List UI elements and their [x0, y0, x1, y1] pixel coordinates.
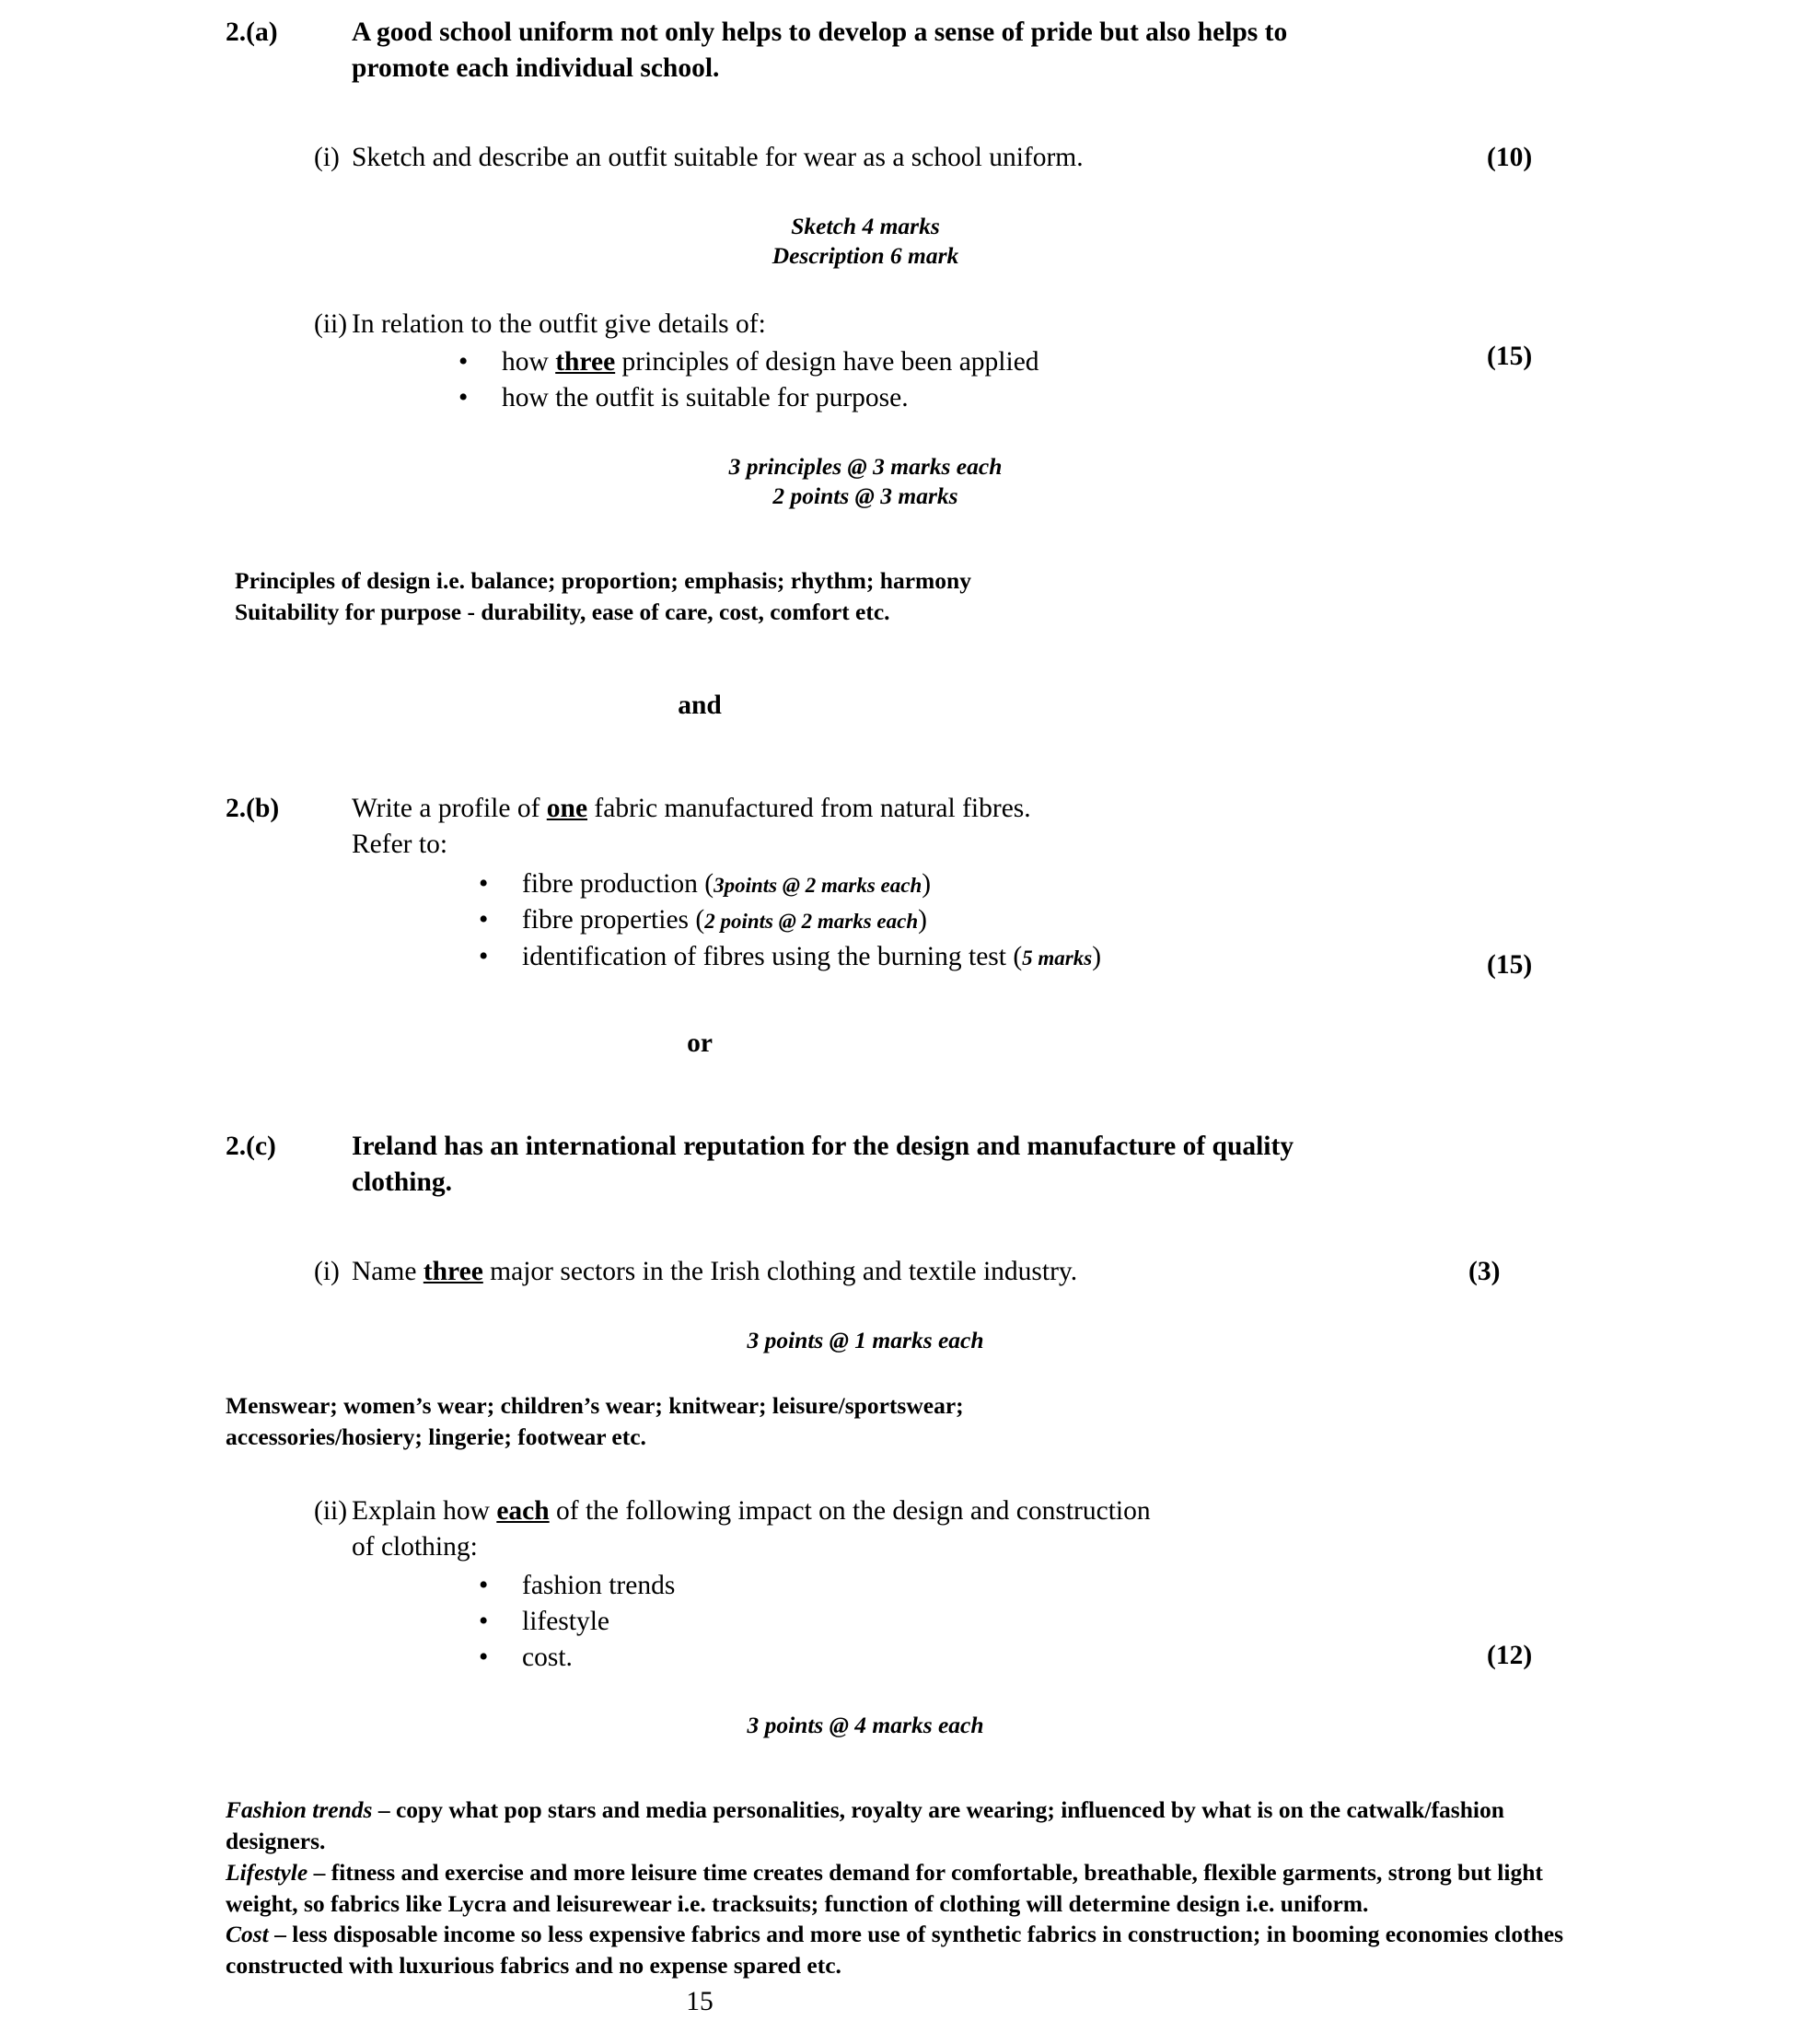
bullet-allocation: 3points @ 2 marks each: [714, 874, 922, 898]
list-item: • cost.: [471, 1640, 1593, 1676]
part-ii-bullet-list: [471, 1568, 1593, 1677]
allocation-line: 2 points @ 3 marks: [772, 482, 958, 510]
question-2a-part-i: [226, 140, 1593, 176]
bullet-text: fibre production (: [522, 869, 714, 900]
stem-post: fabric manufactured from natural fibres.: [587, 793, 1031, 823]
question-2a-label: 2.(a): [226, 17, 278, 47]
note-line: accessories/hosiery; lingerie; footwear etc.: [226, 1423, 646, 1451]
question-2c-part-i: [226, 1254, 1593, 1290]
question-2b-bullet-list: [471, 866, 1593, 975]
part-ii-allocation: [226, 1711, 1505, 1741]
bullet-close: ): [918, 905, 927, 935]
part-i-marker: (i): [314, 143, 340, 173]
stem-emphasis: one: [546, 793, 588, 823]
list-item: [471, 902, 1593, 938]
list-item: • fashion trends: [471, 1568, 1593, 1604]
question-2b-body: [352, 791, 1593, 975]
part-i-marks: (10): [1487, 143, 1533, 173]
bullet-allocation: 2 points @ 2 marks each: [704, 910, 919, 934]
allocation-line: 3 points @ 4 marks each: [747, 1712, 984, 1739]
part-ii-allocation: [226, 452, 1505, 512]
part-ii-bullet-list: [451, 344, 1593, 416]
question-2b-marks: (15): [1487, 949, 1533, 980]
part-i-marks: (3): [1468, 1257, 1501, 1287]
part-i-notes: [226, 1390, 1593, 1453]
part-i-allocation: [226, 212, 1505, 272]
part-i-allocation: [226, 1326, 1505, 1356]
part-ii-text: In relation to the outfit give details of:: [352, 308, 766, 339]
bullet-text: fibre properties (: [522, 905, 705, 935]
allocation-line: Sketch 4 marks: [791, 212, 940, 239]
list-item: [471, 939, 1593, 975]
note-line: Menswear; women’s wear; children’s wear; knitwear; leisure/sportswear;: [226, 1392, 964, 1420]
part-i-text: [352, 1254, 1593, 1290]
note-body: – copy what pop stars and media personalities, royalty are wearing; influenced by what is on the catwalk/fashion designers.: [226, 1795, 1504, 1854]
part-i-text: Sketch and describe an outfit suitable for wear as a school uniform.: [352, 143, 1084, 173]
note-body: – less disposable income so less expensive fabrics and more use of synthetic fabrics in construction; in booming economies clothes constructed with luxurious fabrics and no expense spared etc.: [226, 1921, 1564, 1980]
note-term: Lifestyle: [226, 1858, 308, 1886]
list-item: [451, 380, 1593, 416]
text-post: major sectors in the Irish clothing and textile industry.: [482, 1257, 1078, 1287]
page-number: 15: [686, 1987, 714, 2017]
part-ii-marker: (ii): [314, 1496, 348, 1527]
part-ii-marks: (12): [1487, 1641, 1533, 1671]
connector-or: or: [687, 1028, 713, 1058]
question-2a-part-ii: [226, 307, 1593, 417]
part-ii-body: [352, 307, 1593, 417]
note-body: – fitness and exercise and more leisure time creates demand for comfortable, breathable, flexible garments, strong but light weight, so fabrics like Lycra and leisurewear i.e. tracksuits; function of clothing will determine design i.e. uniform.: [226, 1858, 1543, 1917]
part-i-marker: (i): [314, 1257, 340, 1287]
part-ii-notes: [235, 565, 1593, 628]
text-pre: Name: [352, 1257, 423, 1287]
text-post: of the following impact on the design and construction: [549, 1496, 1151, 1527]
allocation-line: 3 principles @ 3 marks each: [728, 452, 1003, 480]
part-ii-marks: (15): [1487, 341, 1533, 371]
list-item: [471, 866, 1593, 902]
note-term: Cost: [226, 1921, 269, 1948]
bullet-close: ): [1092, 941, 1102, 971]
allocation-line: Description 6 mark: [772, 242, 959, 270]
part-ii-text-line1: [352, 1493, 1593, 1529]
question-2c: [226, 1129, 1593, 1201]
note-entry: [226, 1919, 1593, 1981]
connector-and: and: [678, 690, 722, 720]
bullet-close: ): [922, 869, 932, 900]
stem-pre: Write a profile of: [352, 793, 547, 823]
bullet-allocation: 5 marks: [1022, 946, 1093, 970]
allocation-line: 3 points @ 1 marks each: [747, 1326, 984, 1353]
question-2c-label: 2.(c): [226, 1131, 276, 1161]
question-2b: [226, 791, 1593, 980]
question-2b-refer: Refer to:: [352, 829, 448, 859]
bullet-text-pre: how the outfit is suitable for purpose.: [502, 383, 909, 413]
text-emphasis: three: [423, 1257, 483, 1287]
part-ii-body: [352, 1493, 1593, 1676]
text-pre: Explain how: [352, 1496, 497, 1527]
text-emphasis: each: [496, 1496, 550, 1527]
part-ii-text-line2: of clothing:: [352, 1532, 478, 1562]
question-2b-label: 2.(b): [226, 793, 280, 823]
question-2c-stem: Ireland has an international reputation for the design and manufacture of quality clothing.: [352, 1131, 1294, 1198]
bullet-text-post: principles of design have been applied: [615, 347, 1039, 377]
bullet-text-pre: how: [502, 347, 556, 377]
question-2a: [226, 15, 1593, 87]
note-entry: [226, 1857, 1593, 1920]
part-ii-notes: [226, 1794, 1593, 1981]
note-term: Fashion trends: [226, 1795, 373, 1823]
question-2a-stem: A good school uniform not only helps to develop a sense of pride but also helps to promote each individual school.: [352, 17, 1288, 84]
bullet-text: identification of fibres using the burning test (: [522, 941, 1023, 971]
part-ii-marker: (ii): [314, 308, 348, 339]
question-2c-part-ii: [226, 1493, 1593, 1676]
note-entry: [226, 1794, 1593, 1857]
note-line: Principles of design i.e. balance; proportion; emphasis; rhythm; harmony: [235, 566, 971, 594]
note-line: Suitability for purpose - durability, ease of care, cost, comfort etc.: [235, 598, 890, 625]
question-2b-stem: [352, 791, 1593, 827]
bullet-emphasis: three: [555, 347, 616, 377]
list-item: [451, 344, 1593, 380]
list-item: • lifestyle: [471, 1604, 1593, 1640]
